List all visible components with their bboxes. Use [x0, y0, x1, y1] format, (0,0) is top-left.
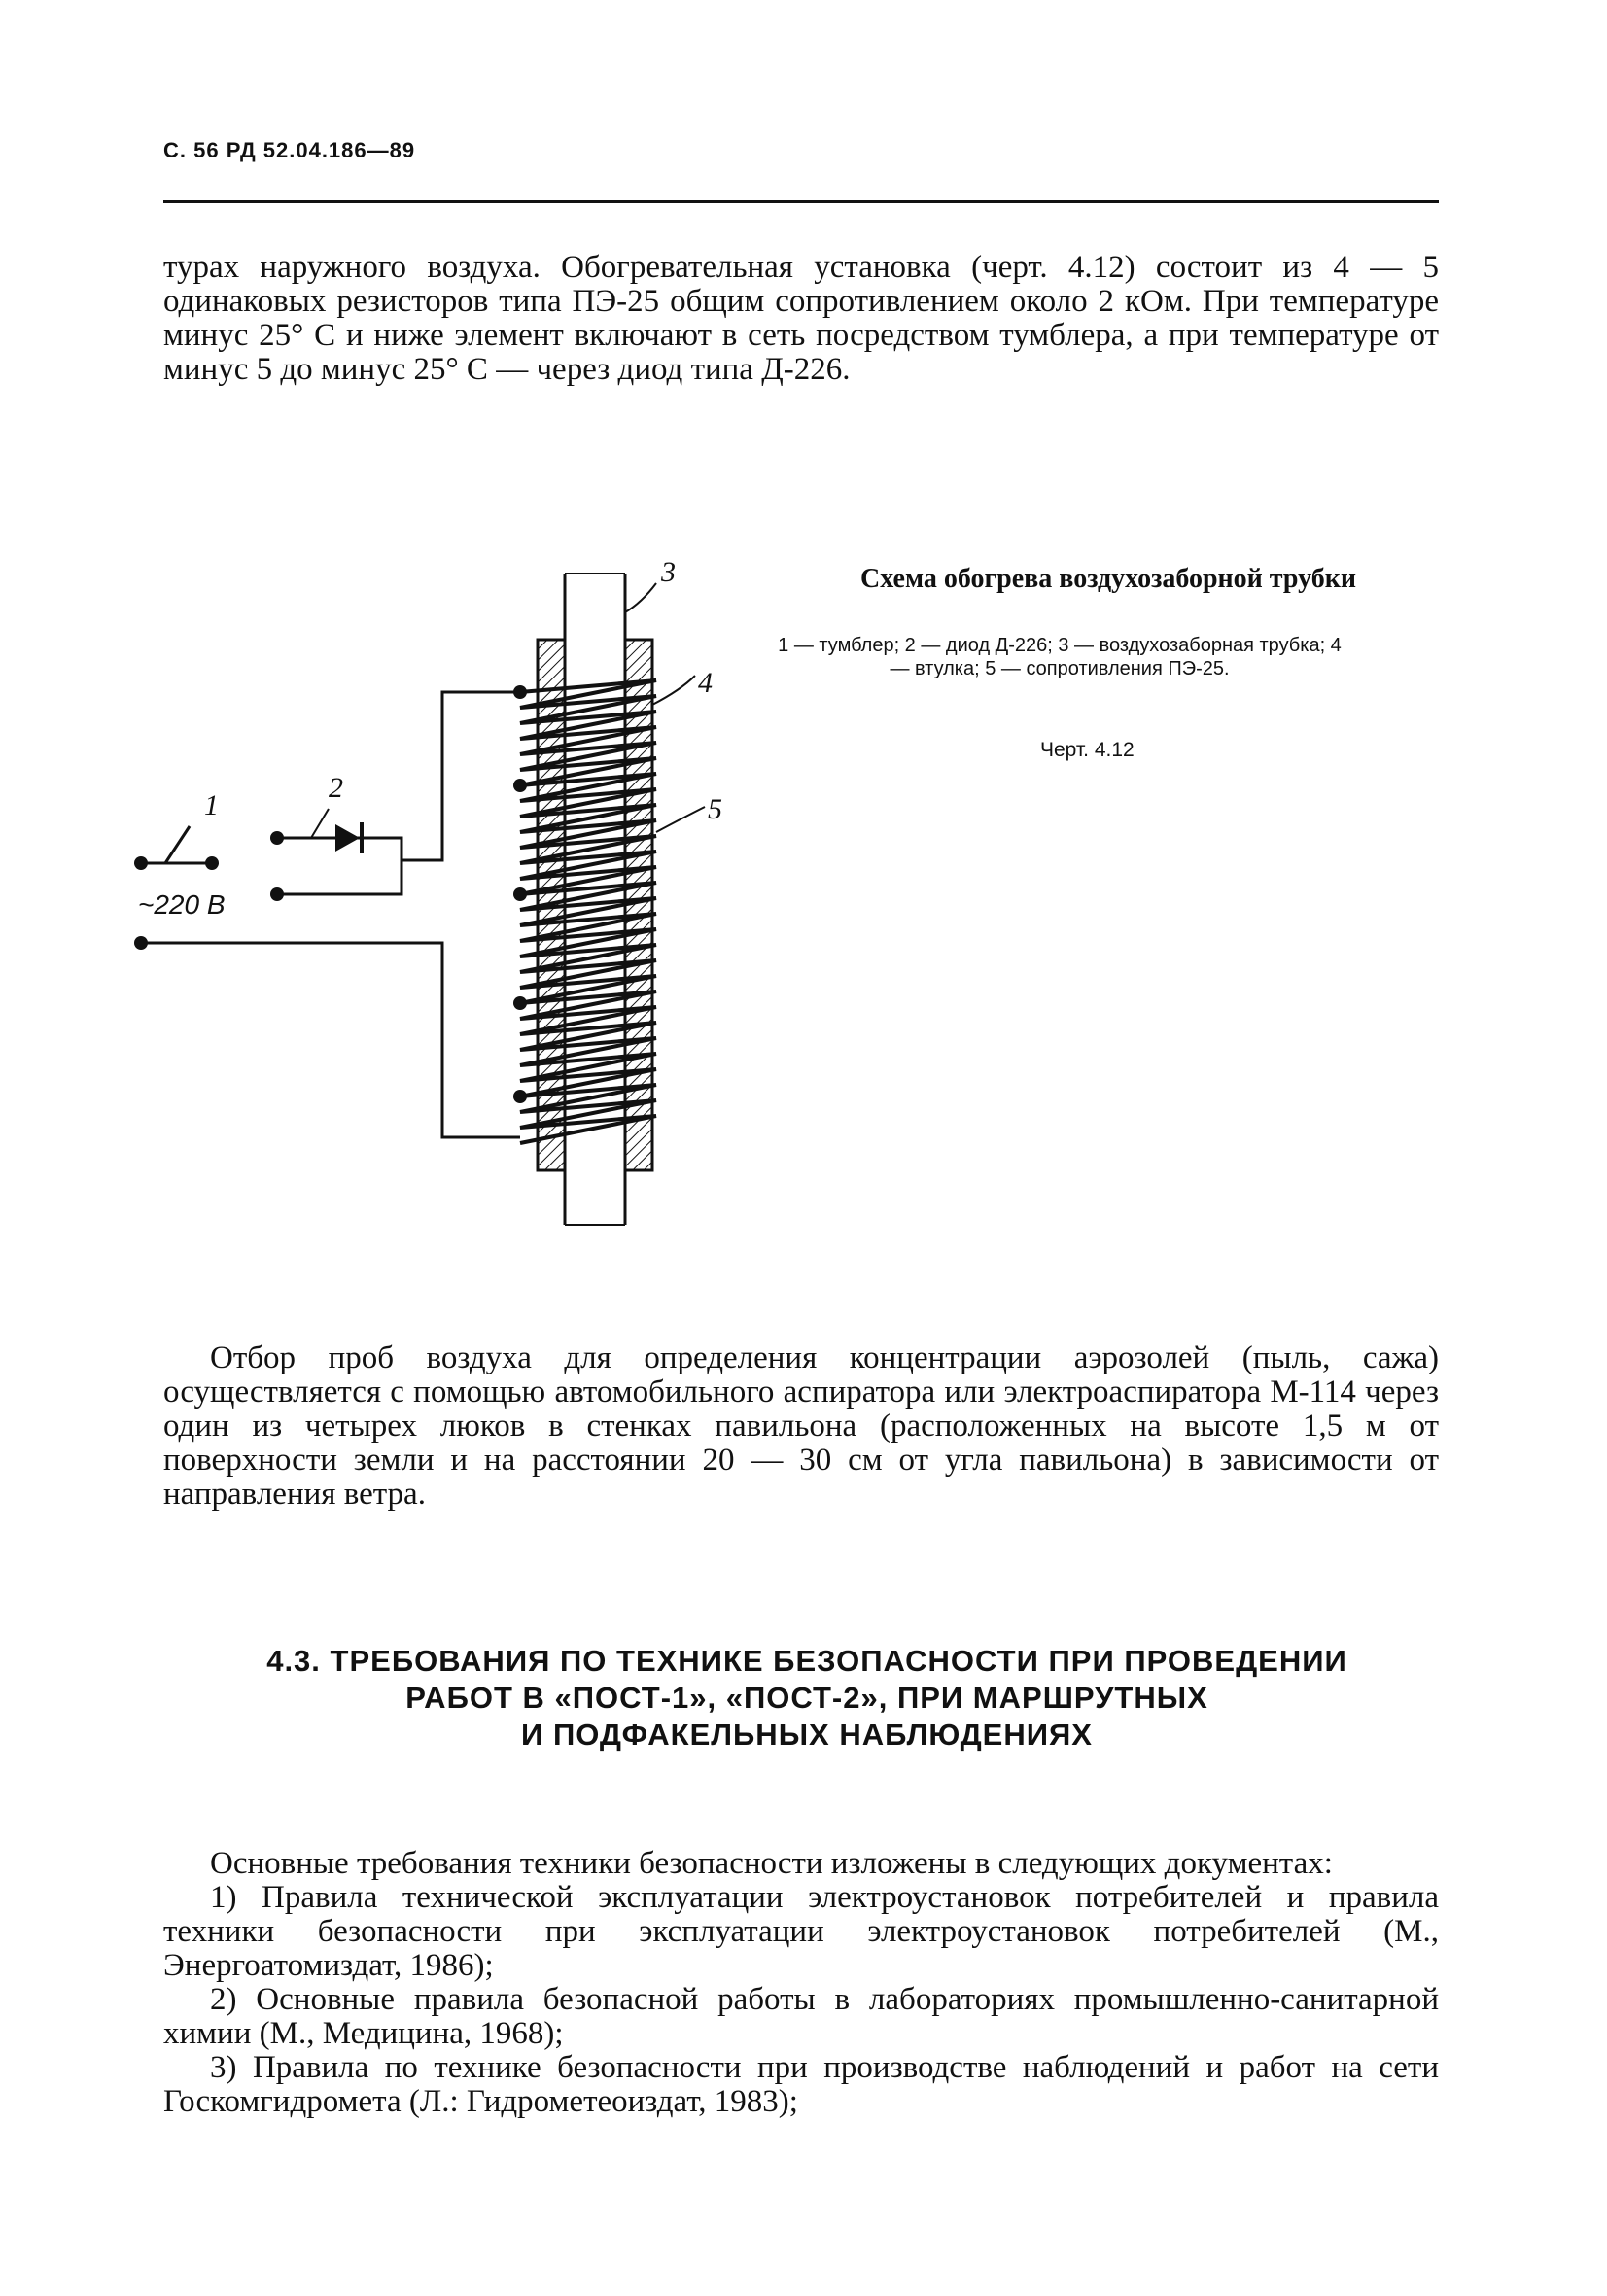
page-header: С. 56 РД 52.04.186—89 — [163, 138, 416, 162]
voltage-label: ~220 В — [138, 889, 226, 920]
figure-number: Черт. 4.12 — [1040, 739, 1135, 761]
label-4: 4 — [698, 667, 713, 699]
documents-list — [163, 1847, 1439, 2119]
section-heading-line-2: РАБОТ В «ПОСТ-1», «ПОСТ-2», ПРИ МАРШРУТНЫХ — [405, 1681, 1208, 1715]
heating-scheme-diagram — [126, 554, 749, 1254]
label-5: 5 — [708, 793, 722, 825]
section-heading-line-3: И ПОДФАКЕЛЬНЫХ НАБЛЮДЕНИЯХ — [521, 1718, 1093, 1752]
figure-title: Схема обогрева воздухозаборной трубки — [860, 564, 1356, 594]
section-heading — [175, 1643, 1439, 1754]
label-1: 1 — [204, 789, 219, 821]
label-3: 3 — [661, 556, 676, 588]
diode — [134, 809, 362, 950]
intro-paragraph: турах наружного воздуха. Обогревательная установка (черт. 4.12) состоит из 4 — 5 одинаковых резисторов типа ПЭ-25 общим сопротивлением около 2 кОм. При температуре минус 25° С и ниже элемент включают в сеть посредством тумблера, а при температуре от минус 5 до минус 25° С — через диод типа Д-226. — [163, 250, 1439, 387]
documents-intro: Основные требования техники безопасности изложены в следующих документах: — [210, 1846, 1333, 1881]
sampling-paragraph: Отбор проб воздуха для определения концентрации аэрозолей (пыль, сажа) осуществляется с помощью автомобильного аспиратора или электроаспиратора М-114 через один из четырех люков в стенках павильона (расположенных на высоте 1,5 м от поверхности земли и на расстоянии 20 — 30 см от угла павильона) в зависимости от направления ветра. — [163, 1340, 1439, 1512]
winding-terminals — [513, 685, 527, 1103]
figure-legend: 1 — тумблер; 2 — диод Д-226; 3 — воздухозаборная трубка; 4 — втулка; 5 — сопротивления ПЭ-25. — [778, 635, 1342, 679]
label-2: 2 — [329, 772, 343, 804]
list-item: 3) Правила по технике безопасности при производстве наблюдений и работ на сети Госкомгидромета (Л.: Гидрометеоиздат, 1983); — [163, 2050, 1439, 2119]
list-item: 2) Основные правила безопасной работы в лабораториях промышленно-санитарной химии (М., Медицина, 1968); — [163, 1982, 1439, 2051]
list-item: 1) Правила технической эксплуатации электроустановок потребителей и правила техники безопасности при эксплуатации электроустановок потребителей (М., Энергоатомиздат, 1986); — [163, 1880, 1439, 1983]
header-rule — [163, 200, 1439, 203]
section-heading-line-1: 4.3. ТРЕБОВАНИЯ ПО ТЕХНИКЕ БЕЗОПАСНОСТИ ПРИ ПРОВЕДЕНИИ — [266, 1644, 1347, 1678]
